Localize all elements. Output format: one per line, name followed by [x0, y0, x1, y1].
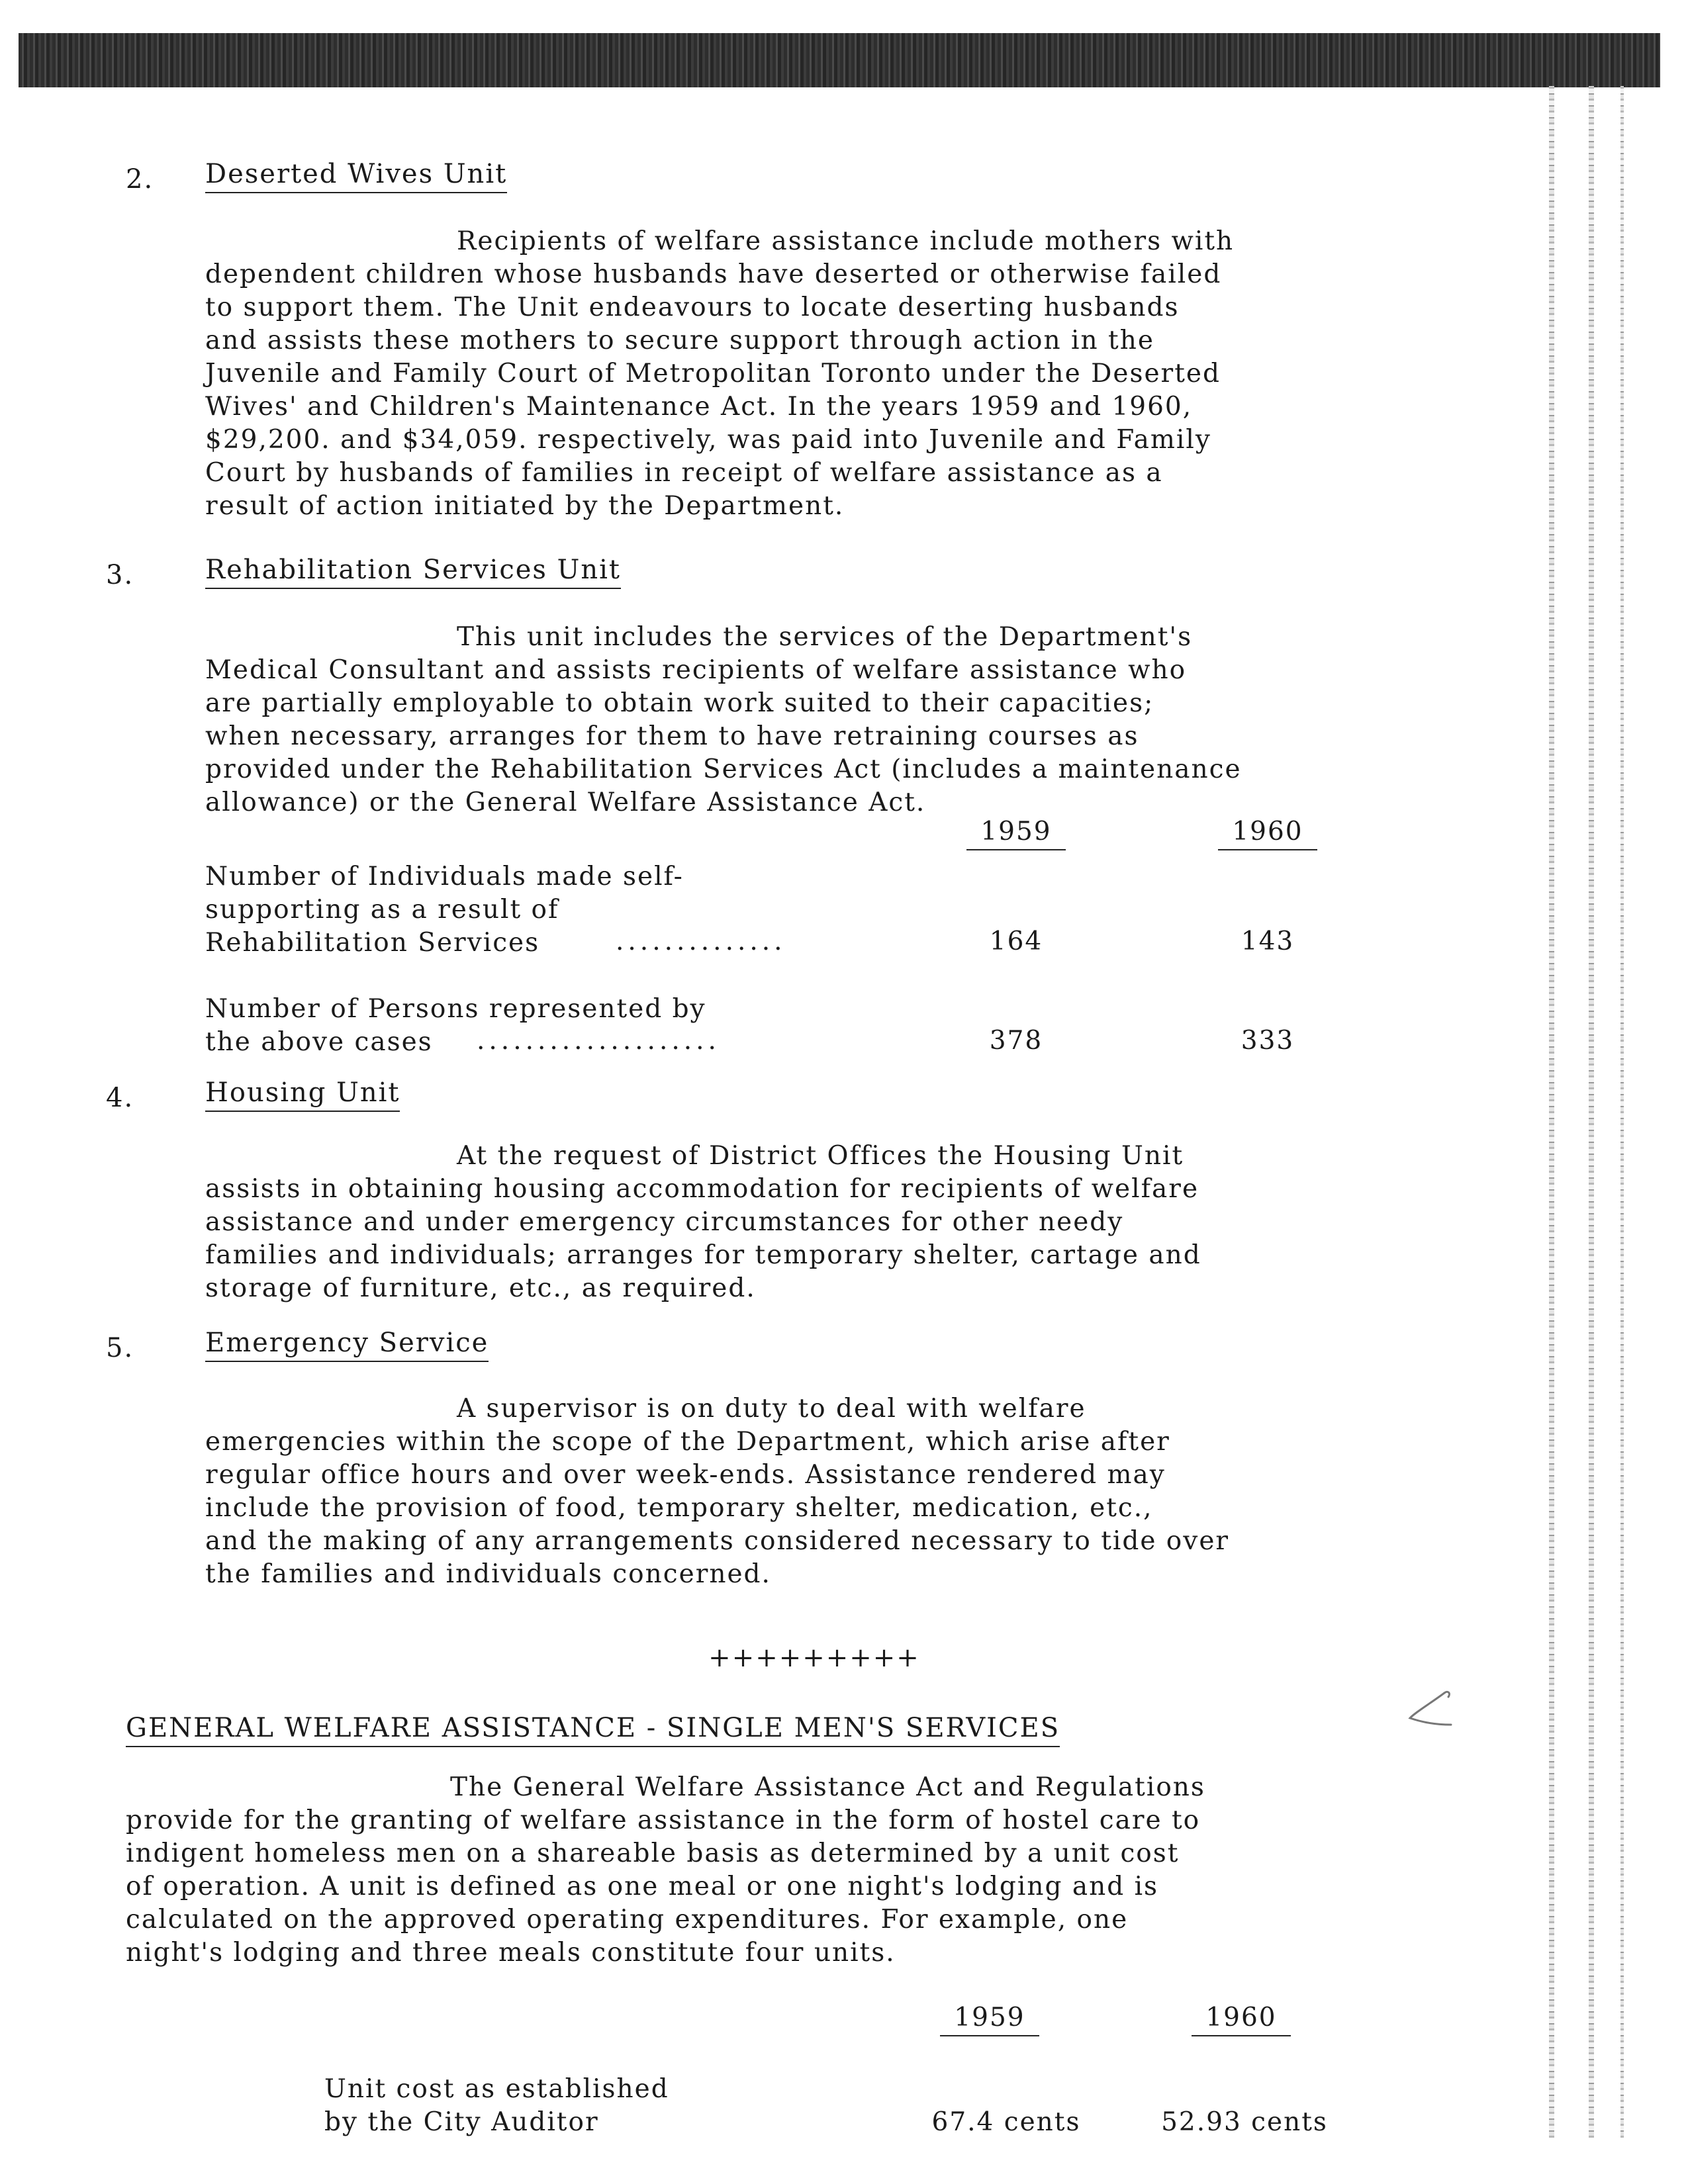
year-header-1959: 1959 [940, 2003, 1039, 2036]
section-heading: Emergency Service [205, 1328, 489, 1362]
table-cell: 52.93 cents [1161, 2107, 1328, 2137]
section-heading: Rehabilitation Services Unit [205, 555, 621, 589]
section-separator: +++++++++ [708, 1643, 920, 1673]
section-number: 2. [126, 164, 154, 195]
section-paragraph: A supervisor is on duty to deal with welfare emergencies within the scope of the Department, which arise after regular office hours and over week-ends. Assistance rendered may include the provision of food, temporary shelter, medication, etc., and the making of any arrangements considered necessary to tide over the families and individuals concerned. [205, 1394, 1230, 1589]
year-header-1960: 1960 [1192, 2003, 1291, 2036]
general-paragraph: The General Welfare Assistance Act and Regulations provide for the granting of welfare assistance in the form of hostel care to indigent homeless men on a shareable basis as determined by a unit cost of operation. A unit is defined as one meal or one night's lodging and is calculated on the approved operating expenditures. For example, one night's lodging and three meals constitute four units. [126, 1772, 1205, 1968]
section-paragraph: At the request of District Offices the Housing Unit assists in obtaining housing accommodation for recipients of welfare assistance and under emergency circumstances for other needy families and individuals; arranges for temporary shelter, cartage and storage of furniture, etc., as required. [205, 1141, 1201, 1303]
scan-top-border [19, 33, 1660, 87]
table-cell: 333 [1241, 1026, 1295, 1056]
section-paragraph: This unit includes the services of the Department's Medical Consultant and assists recipients of welfare assistance who are partially employable to obtain work suited to their capacities; when necessary, arranges for them to have retraining courses as provided under the Rehabilitation Services Act (includes a maintenance allowance) or the General Welfare Assistance Act. [205, 622, 1242, 817]
general-heading: GENERAL WELFARE ASSISTANCE - SINGLE MEN'S SERVICES [126, 1713, 1060, 1747]
table-cell: 67.4 cents [931, 2107, 1081, 2137]
table-row-label: Number of Individuals made self- supporting as a result of Rehabilitation Services [205, 862, 684, 958]
scan-right-edge [1620, 86, 1624, 2138]
section-number: 3. [106, 560, 134, 590]
year-header-1959: 1959 [966, 817, 1066, 850]
table-cell: 143 [1241, 927, 1295, 956]
section-number: 5. [106, 1333, 134, 1363]
year-header-1960: 1960 [1218, 817, 1317, 850]
section-heading: Housing Unit [205, 1077, 400, 1112]
table-row-label: Number of Persons represented by the above cases [205, 994, 706, 1057]
scan-right-edge [1549, 86, 1554, 2138]
leader-dots: .................... [477, 1026, 720, 1056]
section-number: 4. [106, 1083, 134, 1113]
leader-dots: .............. [616, 927, 786, 956]
scan-right-edge [1589, 86, 1594, 2138]
table-row-label: Unit cost as established by the City Auditor [324, 2074, 669, 2137]
section-heading: Deserted Wives Unit [205, 159, 507, 193]
section-paragraph: Recipients of welfare assistance include mothers with dependent children whose husbands have deserted or otherwise failed to support them. The Unit endeavours to locate deserting husbands and assists these mothers to secure support through action in the Juvenile and Family Court of Metropolitan Toronto under the Deserted Wives' and Children's Maintenance Act. In the years 1959 and 1960, $29,200. and $34,059. respectively, was paid into Juvenile and Family Court by husbands of families in receipt of welfare assistance as a result of action initiated by the Department. [205, 226, 1235, 521]
table-cell: 378 [989, 1026, 1043, 1056]
handwritten-mark [1398, 1686, 1458, 1733]
table-cell: 164 [989, 927, 1043, 956]
